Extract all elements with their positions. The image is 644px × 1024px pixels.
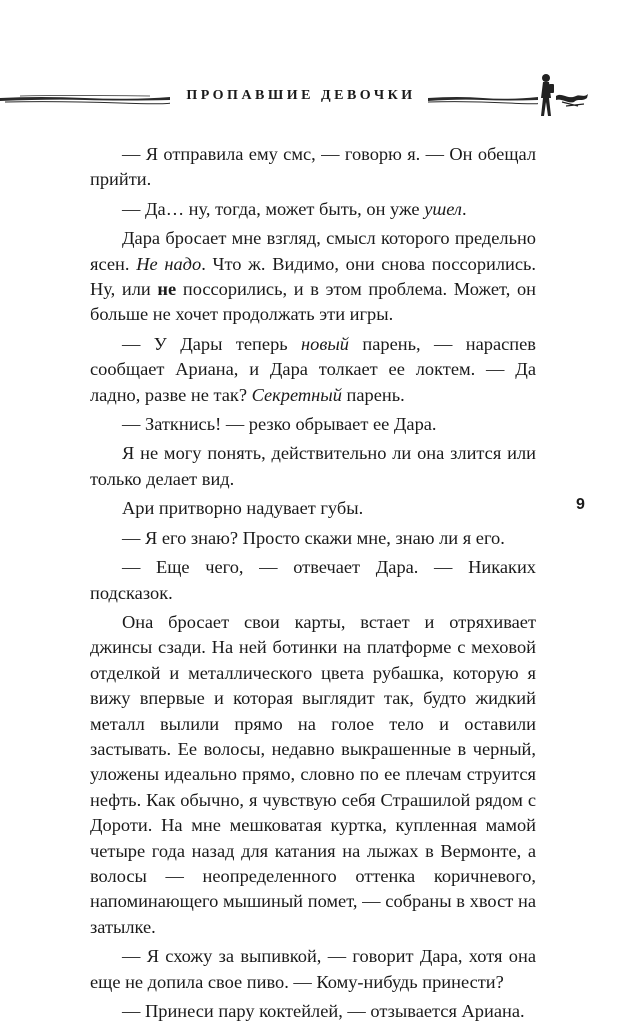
paragraph [90,332,536,408]
girl-silhouette-icon [532,72,592,124]
running-header-title: ПРОПАВШИЕ ДЕВОЧКИ [186,88,416,103]
text-run: Дара бросает мне взгляд, смысл которого предельно ясен. [90,228,536,274]
text-run: — Принеси пару коктейлей, — отзывается Ариана. [122,1001,525,1021]
brushstroke-rule-right [428,95,538,105]
text-run: Я не могу понять, действительно ли она злится или только делает вид. [90,443,536,489]
text-run: — Да… ну, тогда, может быть, он уже [122,198,425,219]
text-run: — Я отправила ему смс, — говорю я. — Он обещал прийти. [90,144,536,190]
paragraph [90,441,536,492]
text-run: — У Дары теперь [122,333,302,354]
paragraph [90,526,536,551]
page-number: 9 [576,496,585,513]
paragraph [90,944,536,995]
text-run: — Еще чего, — отвечает Дара. — Никаких подсказок. [90,557,536,603]
text-run: — Заткнись! — резко обрывает ее Дара. [122,414,437,435]
paragraph [90,555,536,606]
italic-run: Не надо [136,253,202,274]
text-run: — Я схожу за выпивкой, — говорит Дара, хотя она еще не допила свое пиво. — Кому-нибудь принести? [90,946,536,992]
body-text [90,142,536,1024]
text-run: парень. [341,384,405,405]
text-run: поссорились, и в этом проблема. Может, он больше не хочет продолжать эти игры. [90,279,537,325]
paragraph [90,197,536,222]
paragraph [90,226,536,328]
paragraph [90,610,536,940]
text-run: Она бросает свои карты, встает и отряхивает джинсы сзади. На ней ботинки на платформе с меховой отделкой и металлического цвета рубашка, которую я вижу впервые и которая выглядит так, будто жидкий металл вылили прямо на голое тело и оставили застывать. Ее волосы, недавно выкрашенные в черный, уложены идеально прямо, словно по ее плечам струится нефть. Как обычно, я чувствую себя Страшилой рядом с Дороти. На мне мешковатая куртка, купленная мамой четыре года назад для катания на лыжах в Вермонте, а волосы — неопределенного оттенка коричневого, напоминающего мышиный помет, — собраны в хвост на затылке. [90,611,536,937]
paragraph [90,999,536,1024]
text-run: . Что ж. Видимо, они снова поссорились. Ну, или [90,253,537,300]
paragraph [90,412,536,437]
bold-run: не [157,279,177,300]
paragraph [90,496,536,521]
paragraph [90,142,536,193]
italic-run: ушел [424,198,462,219]
text-run: парень, — нараспев сообщает Ариана, и Дара толкает ее локтем. — Да ладно, разве не так? [90,333,536,405]
italic-run: Секретный [251,384,342,405]
text-run: Ари притворно надувает губы. [122,498,364,519]
running-header [0,80,644,120]
text-run: . [461,198,467,219]
brushstroke-rule-left [0,95,170,105]
text-run: — Я его знаю? Просто скажи мне, знаю ли я его. [122,527,505,548]
italic-run: новый [301,333,349,354]
